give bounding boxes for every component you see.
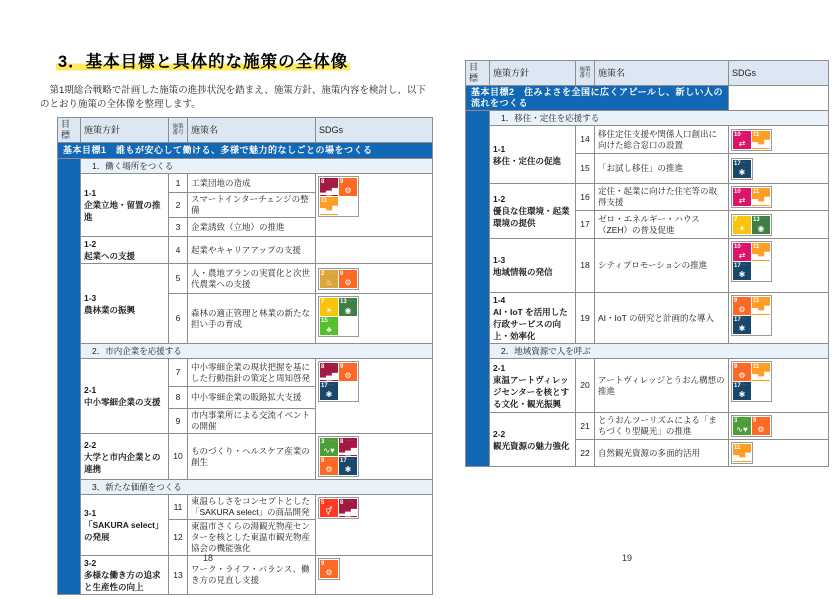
section-header-1: 1．働く場所をつくる	[81, 159, 433, 174]
measure-number: 13	[169, 556, 188, 595]
sdg-17-icon: 17 ······ ✱	[733, 382, 751, 400]
sdg-17-icon: 17 ······ ✱	[339, 457, 357, 475]
sdg-11-icon: 11 ······ ▅▃▇	[752, 131, 771, 148]
policy-cell-2-2: 2-2 観光資源の魅力強化	[490, 413, 576, 467]
measure-number: 12	[169, 520, 188, 556]
measure-name: 起業やキャリアアップの支援	[188, 237, 316, 264]
measure-number: 20	[576, 359, 595, 413]
measure-name: ものづくり・ヘルスケア産業の創生	[188, 434, 316, 480]
sdg-5-icon: 5 ······ ⚥	[320, 499, 338, 517]
sdg-8-icon: 8 ······ ▂▄▆	[339, 439, 357, 455]
sdgs-cell	[316, 294, 433, 344]
measure-name: ワーク・ライフ・バランス、働き方の見直し支援	[188, 556, 316, 595]
sdg-3-icon: 3 ······ ∿♥	[320, 438, 338, 456]
measure-number: 15	[576, 154, 595, 184]
policy-cell-1-2: 1-2 起業への支援	[81, 237, 169, 264]
sdg-box	[731, 442, 753, 464]
col-header-number: 施策 番号	[576, 61, 595, 86]
sdgs-cell	[316, 556, 433, 595]
sdg-17-icon: 17 ······ ✱	[733, 160, 751, 178]
measure-name: 人・農地プランの実質化と次世代農業への支援	[188, 264, 316, 294]
measure-number: 21	[576, 413, 595, 440]
sdg-11-icon: 11 ······ ▅▃▇	[752, 364, 771, 380]
basic-goal-2-banner: 基本目標2 住みよさを全国に広くアピールし、新しい人の流れをつくる	[466, 86, 729, 111]
measure-name: 企業誘致（立地）の推進	[188, 218, 316, 237]
policy-cell-3-2: 3-2 多様な働き方の追求と生産性の向上	[81, 556, 169, 595]
measure-name: 森林の適正管理と林業の新たな担い手の育成	[188, 294, 316, 344]
goal-column-bar	[58, 159, 81, 595]
policy-cell-1-3: 1-3 地域情報の発信	[490, 239, 576, 293]
sdg-9-icon: 9 ······ ⚙	[320, 560, 338, 578]
measure-number: 8	[169, 387, 188, 409]
sdg-box	[318, 558, 340, 580]
col-header-policy: 施策方針	[490, 61, 576, 86]
sdg-9-icon: 9 ······ ⚙	[339, 178, 357, 196]
sdg-box	[318, 361, 359, 402]
sdg-box	[731, 158, 753, 180]
measure-name: AI・IoT の研究と計画的な導入	[595, 293, 729, 344]
measure-name: 「お試し移住」の推進	[595, 154, 729, 184]
measure-name: 定住・起業に向けた住宅等の取得支援	[595, 184, 729, 211]
measure-number: 16	[576, 184, 595, 211]
sdg-11-icon: 11 ······ ▅▃▇	[752, 298, 771, 314]
measure-number: 1	[169, 174, 188, 193]
policy-cell-2-2: 2-2 大学と市内企業との連携	[81, 434, 169, 480]
sdg-box	[731, 361, 772, 402]
sdg-10-icon: 10 ······ ⇄	[733, 243, 751, 261]
measure-name: 移住定住支援や関係人口創出に向けた総合窓口の設置	[595, 126, 729, 154]
measure-number: 10	[169, 434, 188, 480]
sdg-8-icon: 8 ······ ▂▄▆	[339, 500, 357, 516]
col-header-goal: 目標	[466, 61, 490, 86]
sdg-box	[318, 497, 359, 519]
sdg-9-icon: 9 ······ ⚙	[320, 457, 338, 475]
sdg-9-icon: 9 ······ ⚙	[339, 363, 357, 381]
sdgs-cell	[316, 359, 433, 434]
measure-name: とうおんツーリズムによる「まちづくり型観光」の推進	[595, 413, 729, 440]
measure-number: 3	[169, 218, 188, 237]
sdg-17-icon: 17 ······ ✱	[733, 262, 751, 280]
policy-cell-1-1: 1-1 移住・定住の促進	[490, 126, 576, 184]
measure-number: 6	[169, 294, 188, 344]
sdg-box	[318, 436, 359, 477]
table-page18	[57, 117, 433, 595]
sdg-9-icon: 9 ······ ⚙	[339, 270, 357, 288]
measure-name: 東温らしさをコンセプトとした「SAKURA select」の商品開発	[188, 495, 316, 520]
sdg-13-icon: 13 ······ ◉	[752, 216, 770, 234]
page-title-text: 3．基本目標と具体的な施策の全体像	[58, 53, 349, 71]
sdg-17-icon: 17 ······ ✱	[733, 316, 751, 334]
col-header-measure: 施策名	[188, 118, 316, 143]
page-number-19: 19	[622, 553, 633, 563]
section-header-3: 3．新たな価値をつくる	[81, 480, 433, 495]
policy-cell-1-3: 1-3 農林業の振興	[81, 264, 169, 344]
sdg-box	[731, 186, 772, 208]
sdg-box	[731, 415, 772, 437]
section-header-2: 2．市内企業を応援する	[81, 344, 433, 359]
sdg-9-icon: 9 ······ ⚙	[733, 363, 751, 381]
measure-number: 5	[169, 264, 188, 294]
sdg-7-icon: 7 ······ ☀	[733, 216, 751, 234]
intro-line-2: のとおり施策の全体像を整理します。	[40, 99, 201, 110]
col-header-measure: 施策名	[595, 61, 729, 86]
sdg-7-icon: 7 ······ ☀	[320, 298, 338, 316]
sdg-box	[731, 295, 772, 336]
intro-paragraph	[40, 84, 438, 112]
sdgs-cell	[729, 211, 829, 239]
measure-name: ゼロ・エネルギー・ハウス（ZEH）の普及促進	[595, 211, 729, 239]
measure-name: 東温市さくらの湯観光物産センターを核とした東温市観光物産協会の機能強化	[188, 520, 316, 556]
sdg-11-icon: 11 ······ ▅▃▇	[752, 189, 771, 205]
measure-name: アートヴィレッジとうおん構想の推進	[595, 359, 729, 413]
table-page19	[465, 60, 829, 467]
goal-column-bar	[466, 111, 490, 467]
sdgs-cell	[729, 154, 829, 184]
measure-number: 7	[169, 359, 188, 387]
sdg-17-icon: 17 ······ ✱	[320, 382, 338, 400]
sdg-10-icon: 10 ······ ⇄	[733, 188, 751, 206]
policy-cell-3-1: 3-1 「SAKURA select」の発展	[81, 495, 169, 556]
sdg-8-icon: 8 ······ ▂▄▆	[320, 364, 338, 380]
measure-number: 14	[576, 126, 595, 154]
sdg-10-icon: 10 ······ ⇄	[733, 131, 751, 149]
measure-number: 2	[169, 193, 188, 218]
measure-number: 4	[169, 237, 188, 264]
col-header-sdgs: SDGs	[316, 118, 433, 143]
measure-number: 19	[576, 293, 595, 344]
sdg-15-icon: 15 ······ ♣	[320, 317, 338, 335]
sdg-13-icon: 13 ······ ◉	[339, 298, 357, 316]
sdgs-cell	[729, 413, 829, 440]
sdgs-cell	[316, 174, 433, 237]
sdgs-cell	[729, 239, 829, 293]
sdg-2-icon: 2 ······ ♨	[320, 270, 338, 288]
sdgs-cell	[729, 293, 829, 344]
sdgs-cell	[729, 440, 829, 467]
sdg-box	[318, 176, 359, 217]
col-header-goal: 目標	[58, 118, 81, 143]
sdg-8-icon: 8 ······ ▂▄▆	[320, 179, 338, 195]
sdgs-cell	[729, 359, 829, 413]
intro-line-1: 第1期総合戦略で計画した施策の進捗状況を踏まえ、施策方針、施策内容を検討し、以下	[40, 85, 426, 96]
measure-number: 17	[576, 211, 595, 239]
page-title	[56, 48, 350, 72]
sdg-11-icon: 11 ······ ▅▃▇	[733, 445, 752, 461]
measure-name: 工業団地の造成	[188, 174, 316, 193]
measure-name: スマートインターチェンジの整備	[188, 193, 316, 218]
sdg-9-icon: 9 ······ ⚙	[733, 297, 751, 315]
sdgs-cell-empty	[316, 237, 433, 264]
policy-cell-1-2: 1-2 優良な住環境・起業環境の提供	[490, 184, 576, 239]
measure-number: 11	[169, 495, 188, 520]
measure-name: シティプロモーションの推進	[595, 239, 729, 293]
sdg-box	[731, 214, 772, 236]
sdgs-cell	[316, 495, 433, 556]
sdg-box	[318, 296, 359, 337]
measure-name: 中小零細企業の現状把握を基にした行動指針の策定と周知啓発	[188, 359, 316, 387]
measure-number: 22	[576, 440, 595, 467]
sdgs-cell	[729, 126, 829, 154]
measures-table-left	[57, 117, 433, 595]
sdg-11-icon: 11 ······ ▅▃▇	[752, 244, 771, 260]
sdgs-cell	[729, 184, 829, 211]
sdg-box	[318, 268, 359, 290]
measure-name: 市内事業所による交流イベントの開催	[188, 409, 316, 434]
measure-number: 9	[169, 409, 188, 434]
sdg-box	[731, 129, 772, 151]
policy-cell-2-1: 2-1 東温アートヴィレッジセンターを核とする文化・観光振興	[490, 359, 576, 413]
policy-cell-1-1: 1-1 企業立地・留置の推進	[81, 174, 169, 237]
measures-table-right	[465, 60, 829, 467]
policy-cell-1-4: 1-4 AI・IoT を活用した行政サービスの向上・効率化	[490, 293, 576, 344]
sdgs-cell	[316, 264, 433, 294]
sdg-11-icon: 11 ······ ▅▃▇	[320, 198, 339, 214]
measure-name: 自然観光資源の多面的活用	[595, 440, 729, 467]
banner-spacer	[729, 86, 829, 111]
measure-number: 18	[576, 239, 595, 293]
col-header-sdgs: SDGs	[729, 61, 829, 86]
sdgs-cell	[316, 434, 433, 480]
basic-goal-1-banner: 基本目標1 誰もが安心して働ける、多様で魅力的なしごとの場をつくる	[58, 143, 433, 159]
section-header-1: 1．移住・定住を応援する	[490, 111, 829, 126]
col-header-number: 施策 番号	[169, 118, 188, 143]
sdg-9-icon: 9 ······ ⚙	[752, 417, 770, 435]
sdg-box	[731, 241, 772, 282]
measure-name: 中小零細企業の販路拡大支援	[188, 387, 316, 409]
section-header-2: 2．地域資源で人を呼ぶ	[490, 344, 829, 359]
policy-cell-2-1: 2-1 中小零細企業の支援	[81, 359, 169, 434]
sdg-3-icon: 3 ······ ∿♥	[733, 417, 751, 435]
page-number-18: 18	[203, 553, 214, 563]
col-header-policy: 施策方針	[81, 118, 169, 143]
